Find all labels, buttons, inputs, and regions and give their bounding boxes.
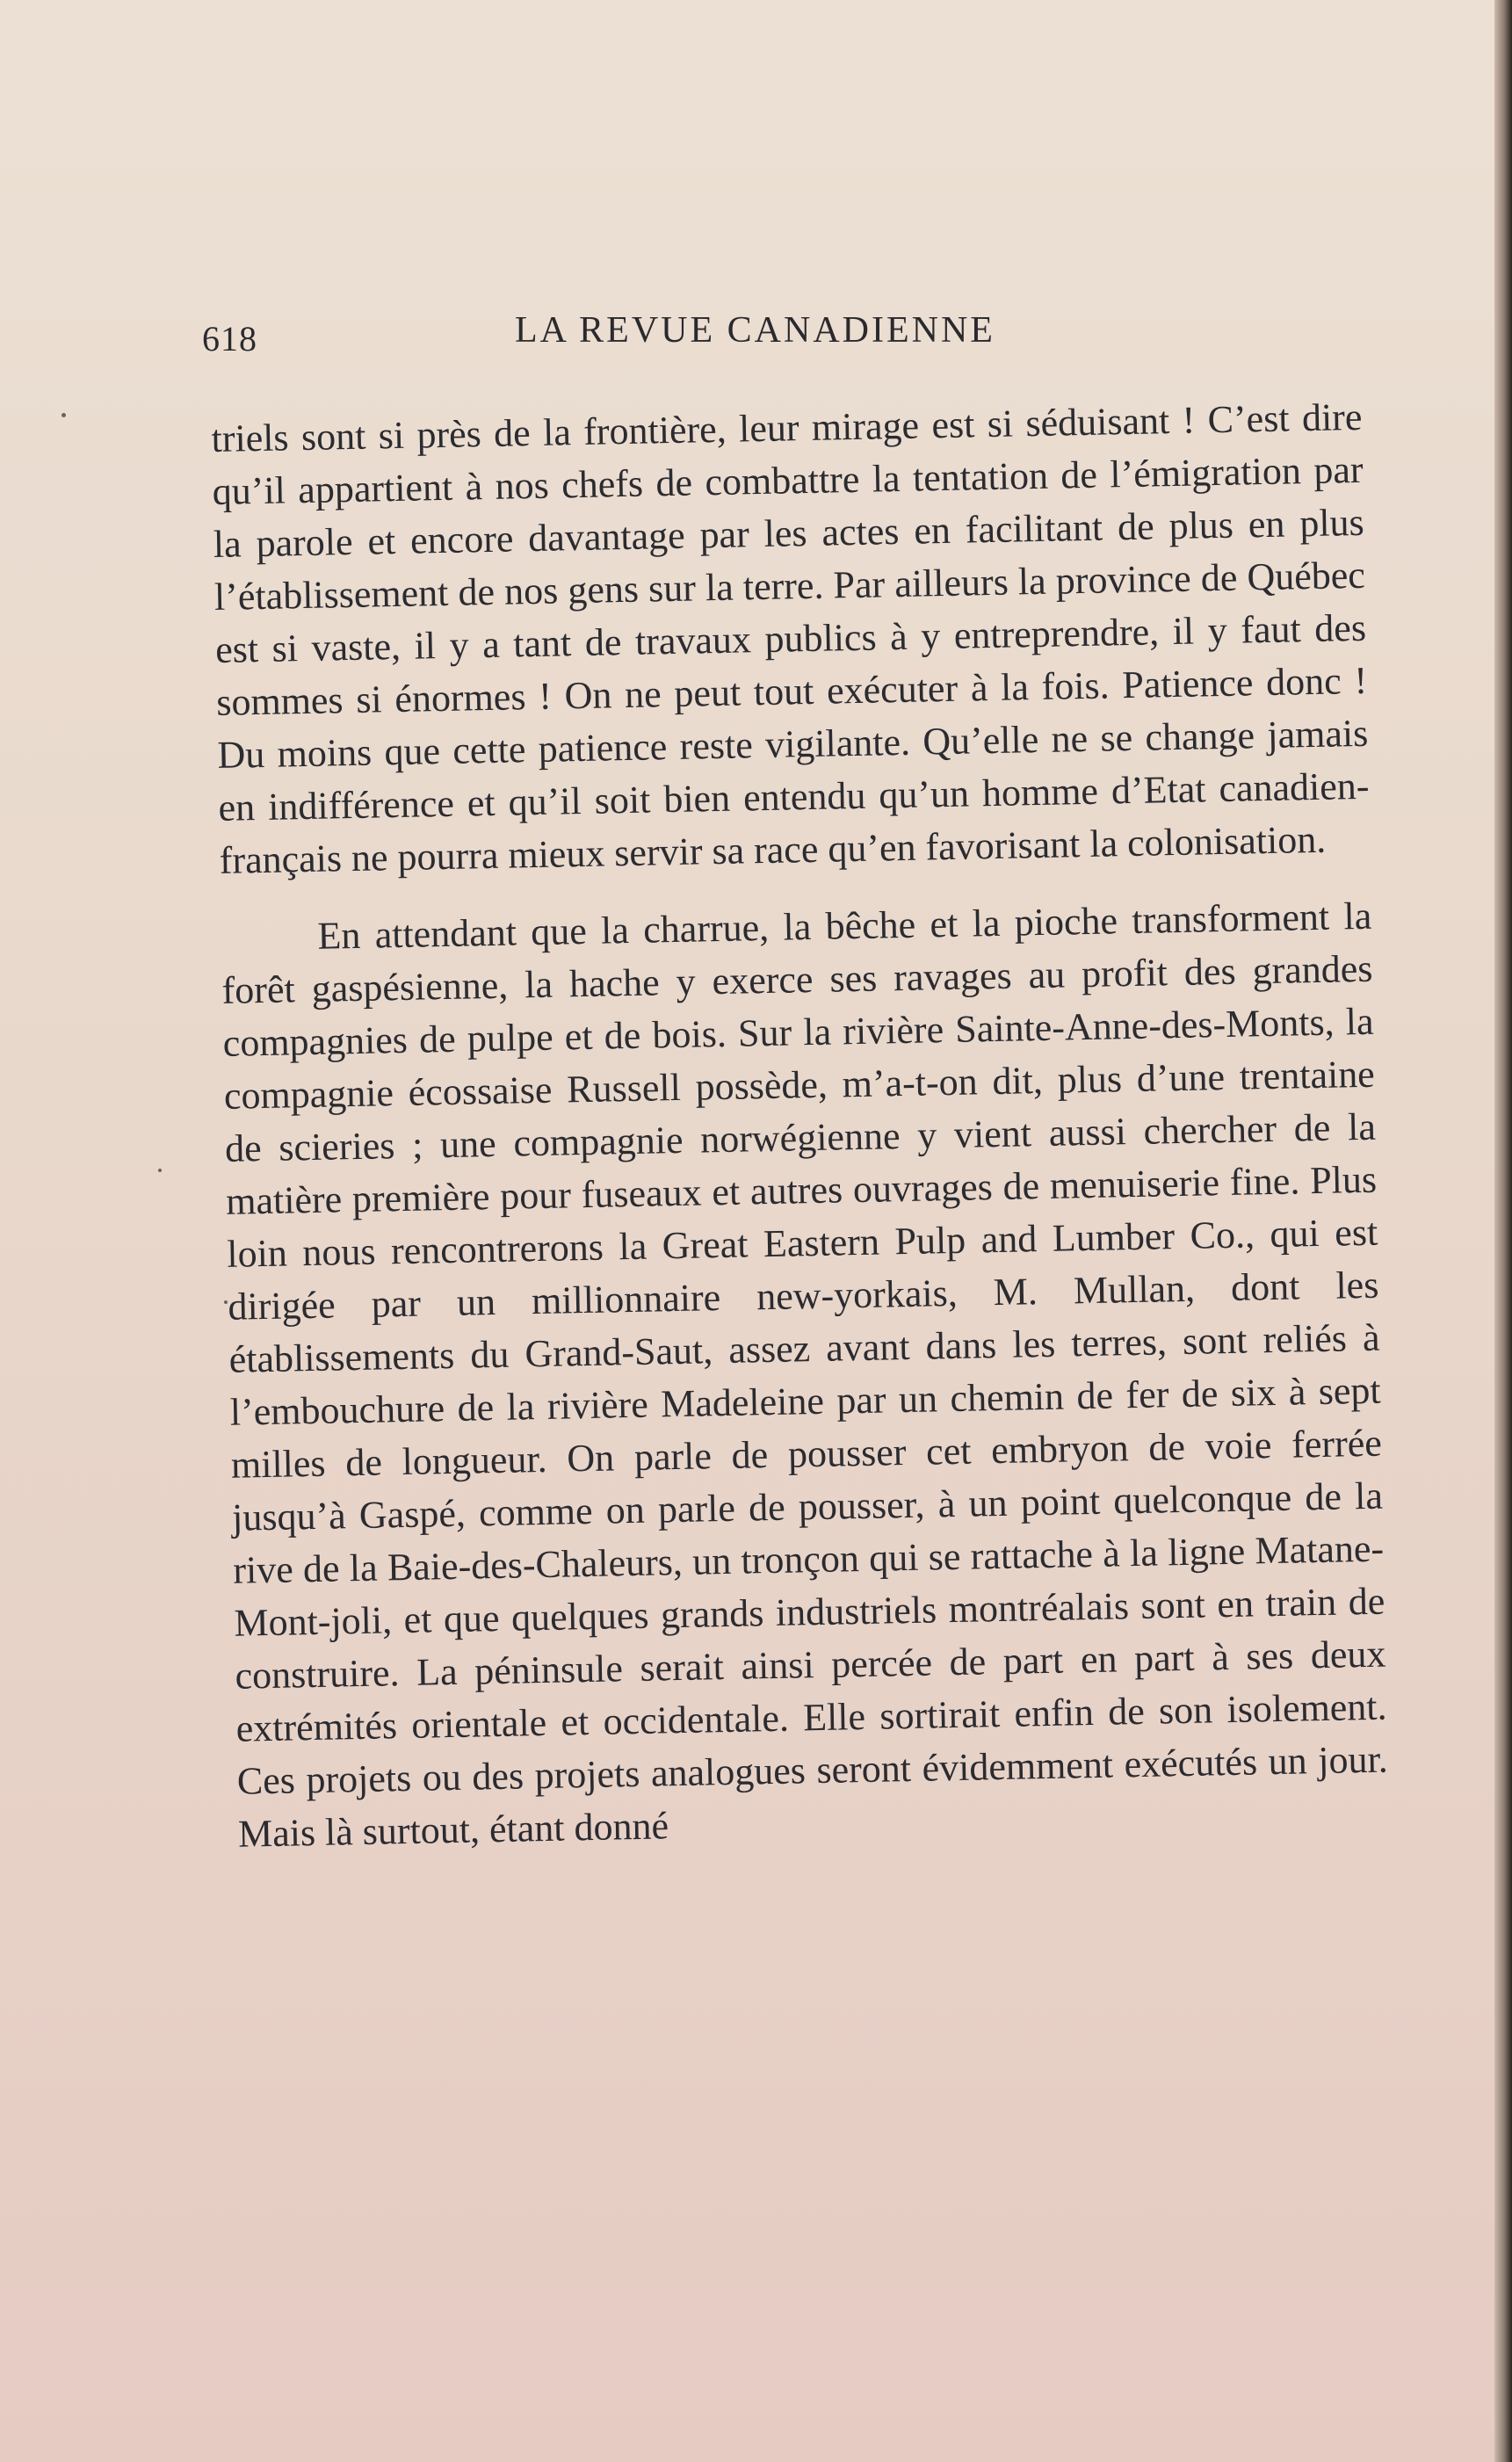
paper-speck	[61, 413, 66, 417]
paragraph: En attendant que la charrue, la bêche et la pioche transforment la forêt gaspésienne, la hache y exerce ses ravages au profit des grandes compagnies de pulpe et de bois. Sur la rivière Sainte-Anne-des-Monts, la compagnie écossaise Russell possède, m’a-t-on dit, plus d’une trentaine de scieries ; une compagnie norwégienne y vient aussi chercher de la matière première pour fuseaux et autres ouvrages de menuiserie fine. Plus loin nous rencontrerons la Great Eastern Pulp and Lumber Co., qui est dirigée par un millionnaire new-yorkais, M. Mullan, dont les établissements du Grand-Saut, assez avant dans les terres, sont reliés à l’embouchure de la rivière Madeleine par un chemin de fer de six à sept milles de longueur. On parle de pousser cet embryon de voie ferrée jusqu’à Gaspé, comme on parle de pousser, à un point quelconque de la rive de la Baie-des-Chaleurs, un tronçon qui se rattache à la ligne Matane-Mont-joli, et que quelques grands industriels montréalais sont en train de construire. La péninsule serait ainsi percée de part en part à ses deux extrémités orientale et occidentale. Elle sortirait enfin de son isolement. Ces projets ou des projets analogues seront évidemment exécutés un jour. Mais là surtout, étant donné	[221, 894, 1389, 1856]
body-text	[211, 391, 1389, 1861]
paper-speck	[224, 1300, 228, 1304]
page-edge-shadow	[1494, 0, 1512, 2462]
paper-speck	[158, 1169, 162, 1172]
page-number: 618	[202, 319, 257, 358]
page-header	[202, 309, 1019, 362]
paragraph: triels sont si près de la frontière, leur mirage est si séduisant ! C’est dire qu’il appartient à nos chefs de combattre la tentation de l’émigration par la parole et encore davantage par les actes en facilitant de plus en plus l’établissement de nos gens sur la terre. Par ailleurs la province de Québec est si vaste, il y a tant de travaux publics à y entreprendre, il y faut des sommes si énormes ! On ne peut tout exécuter à la fois. Patience donc ! Du moins que cette patience reste vigilante. Qu’elle ne se change jamais en indifférence et qu’il soit bien entendu qu’un homme d’Etat canadien-français ne pourra mieux servir sa race qu’en favorisant la colonisation.	[211, 395, 1370, 882]
running-title: LA REVUE CANADIENNE	[515, 310, 995, 351]
